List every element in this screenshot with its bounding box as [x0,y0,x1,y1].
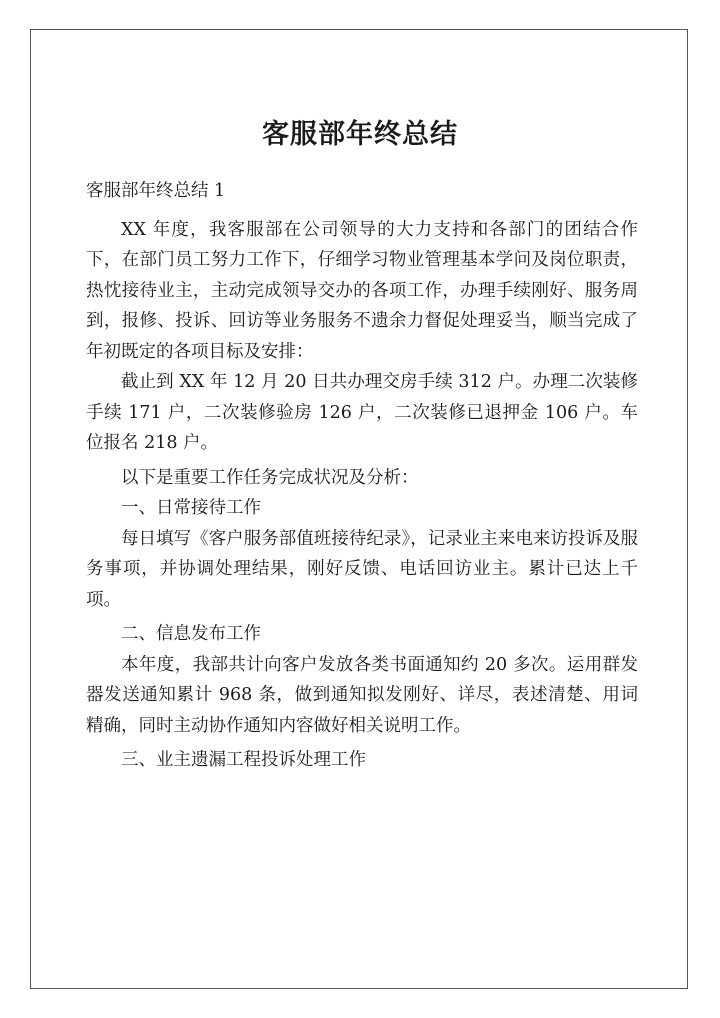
document-title: 客服部年终总结 [262,119,458,150]
document-body [86,176,638,776]
paragraph-statistics: 截止到 XX 年 12 月 20 日共办理交房手续 312 户。办理二次装修手续 171 户，二次装修验房 126 户，二次装修已退押金 106 户。车位报名 218 户。 [86,372,638,453]
paragraph-intro: XX 年度，我客服部在公司领导的大力支持和各部门的团结合作下，在部门员工努力工作下，仔细学习物业管理基本学问及岗位职责，热忱接待业主，主动完成领导交办的各项工作，办理手续刚好、服务周到，报修、投诉、回访等业务服务不遗余力督促处理妥当，顺当完成了年初既定的各项目标及安排： [86,219,638,362]
section-heading-daily-reception: 一、日常接待工作 [121,498,261,518]
paragraph-info-release: 本年度，我部共计向客户发放各类书面通知约 20 多次。运用群发器发送通知累计 968 条，做到通知拟发刚好、详尽，表述清楚、用词精确，同时主动协作通知内容做好相关说明工作。 [86,654,638,736]
document-subtitle: 客服部年终总结 1 [86,181,226,201]
paragraph-daily-reception: 每日填写《客户服务部值班接待纪录》，记录业主来电来访投诉及服务事项，并协调处理结果，刚好反馈、电话回访业主。累计已达上千项。 [86,528,638,610]
section-heading-complaint-handling: 三、业主遗漏工程投诉处理工作 [121,750,366,770]
paragraph-analysis-intro: 以下是重要工作任务完成状况及分析： [121,467,419,488]
section-heading-info-release: 二、信息发布工作 [121,624,261,644]
